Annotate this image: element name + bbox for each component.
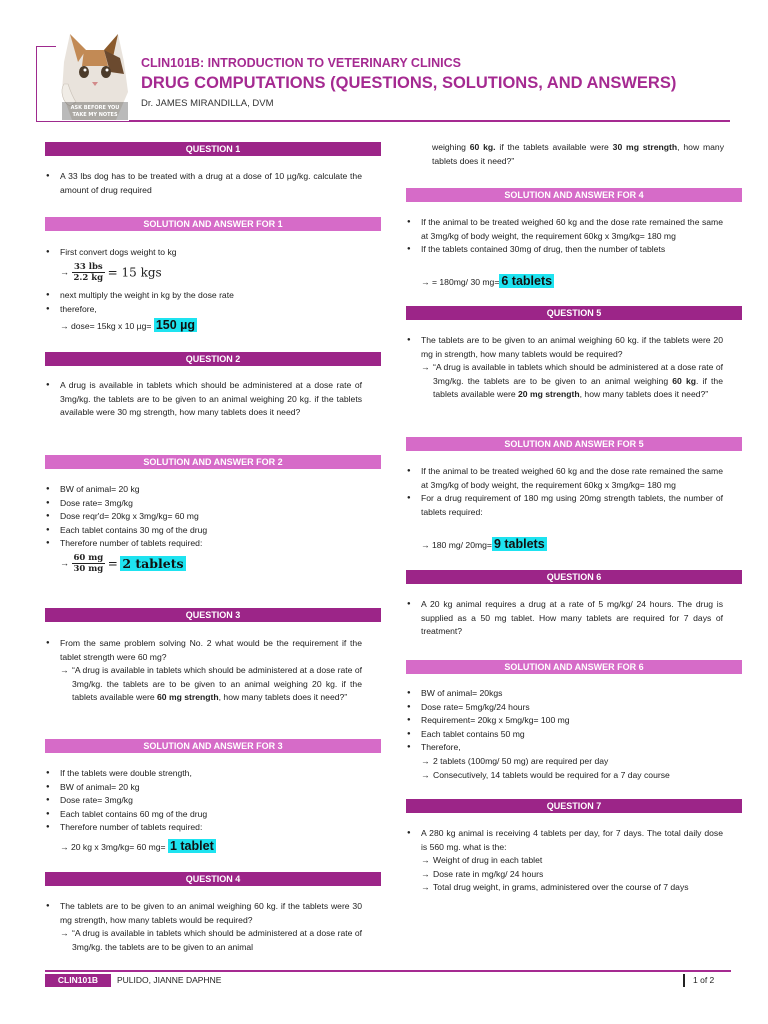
question-7-sub-3-text: Total drug weight, in grams, administered over the course of 7 days xyxy=(433,882,689,893)
solution-6-step-5 xyxy=(407,741,723,782)
cat-meme-image xyxy=(56,32,134,120)
solution-5-calc-text: 180 mg/ 20mg= xyxy=(431,540,492,550)
solution-1-fraction xyxy=(72,262,106,283)
solution-1-calc-text: dose= 15kg x 10 µg= xyxy=(70,321,152,331)
question-5-item xyxy=(407,334,723,402)
question-5-quote xyxy=(421,361,723,402)
solution-1-answer: 150 µg xyxy=(155,318,195,332)
question-1-text: ● A 33 lbs dog has to be treated with a drug at a dose of 10 µg/kg. calculate the amount of drug required xyxy=(46,170,362,197)
solution-6-sub-1 xyxy=(421,755,723,769)
question-4-quote-pre: “A drug is available in tablets which should be administered at a dose rate of 3mg/kg. the tablets are to be given to an animal xyxy=(72,928,362,952)
question-3-header: QUESTION 3 xyxy=(45,608,381,622)
question-7-body xyxy=(407,827,723,895)
question-4-header: QUESTION 4 xyxy=(45,872,381,886)
solution-2-fraction-row xyxy=(60,553,186,574)
conversion-result: = 15 kgs xyxy=(107,265,162,280)
header-divider xyxy=(130,120,730,122)
question-3-text: From the same problem solving No. 2 what would be the requirement if the tablet strength were 60 mg? xyxy=(60,638,362,662)
solution-6-header: SOLUTION AND ANSWER FOR 6 xyxy=(406,660,742,674)
solution-3-step-3: ● Dose rate= 3mg/kg xyxy=(46,794,362,808)
fraction-numerator: 33 lbs xyxy=(72,262,106,273)
solution-5-step-1: ● If the animal to be treated weighed 60 kg and the dose rate remained the same at 3mg/kg of body weight, the requirement 60kg x 3mg/kg= 180 mg xyxy=(407,465,723,492)
solution-6-step-5-text: Therefore, xyxy=(421,742,461,753)
arrow-icon: → xyxy=(60,842,71,852)
solution-2-answer: 2 tablets xyxy=(122,556,184,571)
solution-4-step-2: ● If the tablets contained 30mg of drug, then the number of tablets xyxy=(407,243,723,257)
question-7-item xyxy=(407,827,723,895)
question-3-quote-post: , how many tablets does it need?” xyxy=(218,692,348,703)
solution-3-step-5: ● Therefore number of tablets required: xyxy=(46,821,362,835)
arrow-icon: → xyxy=(60,557,69,568)
solution-6-body xyxy=(407,687,723,782)
fraction-numerator: 60 mg xyxy=(73,553,104,563)
question-3-item xyxy=(46,637,362,705)
question-3-quote-bold: 60 mg strength xyxy=(157,692,219,703)
question-3-quote-pre: “A drug is available in tablets which should be administered at a dose rate of 3mg/kg. the tablets are to be given to an animal weighing 20 kg. if the tablets available were xyxy=(72,665,362,703)
logo-caption-line1: ASK BEFORE YOU xyxy=(70,105,120,111)
question-4-body xyxy=(46,900,362,954)
solution-1-conversion xyxy=(60,262,162,283)
course-title: CLIN101B: INTRODUCTION TO VETERINARY CLINICS xyxy=(141,56,461,70)
solution-4-header: SOLUTION AND ANSWER FOR 4 xyxy=(406,188,742,202)
solution-3-calc-text: 20 kg x 3mg/kg= 60 mg= xyxy=(70,842,166,852)
solution-6-step-4: ● Each tablet contains 50 mg xyxy=(407,728,723,742)
question-5-quote-bold-1: 60 kg xyxy=(672,375,697,386)
question-7-sub-1-text: Weight of drug in each tablet xyxy=(433,855,543,866)
arrow-icon: → xyxy=(421,540,432,550)
arrow-icon: → xyxy=(421,277,432,287)
question-3-body xyxy=(46,637,362,705)
arrow-icon: → xyxy=(421,362,430,373)
question-5-text: The tablets are to be given to an animal weighing 60 kg. if the tablets were 20 mg in strength, how many tablets would be required? xyxy=(421,335,723,359)
author: Dr. JAMES MIRANDILLA, DVM xyxy=(141,98,274,109)
solution-3-body xyxy=(46,767,362,835)
logo-caption-line2: TAKE MY NOTES xyxy=(72,112,118,118)
solution-2-header: SOLUTION AND ANSWER FOR 2 xyxy=(45,455,381,469)
question-4-quote xyxy=(60,927,362,954)
solution-2-fraction xyxy=(72,553,106,574)
solution-4-calc-text: = 180mg/ 30 mg= xyxy=(431,277,500,287)
solution-6-sub-2 xyxy=(421,769,723,783)
solution-1-body-2 xyxy=(46,289,362,316)
solution-5-step-2: ● For a drug requirement of 180 mg using 20mg strength tablets, the number of tablets required: xyxy=(407,492,723,519)
question-7-sub-2-text: Dose rate in mg/kg/ 24 hours xyxy=(433,868,544,879)
solution-1-header: SOLUTION AND ANSWER FOR 1 xyxy=(45,217,381,231)
arrow-icon: → xyxy=(60,665,69,676)
fraction-denominator: 30 mg xyxy=(73,564,104,574)
solution-1-body xyxy=(46,246,362,260)
question-4-quote-post: , how many tablets does it need?” xyxy=(432,142,724,166)
solution-5-answer: 9 tablets xyxy=(493,537,545,551)
arrow-icon: → xyxy=(421,769,430,780)
solution-4-body xyxy=(407,216,723,257)
question-4-quote-cont-pre: weighing xyxy=(432,142,470,152)
question-2-body xyxy=(46,379,362,420)
solution-3-calc xyxy=(60,839,216,855)
solution-2-body xyxy=(46,483,362,551)
arrow-icon: → xyxy=(421,755,430,766)
question-2-text: ● A drug is available in tablets which should be administered at a dose rate of 3mg/kg. the tablets are to be given to an animal weighing 20 kg. if the tablets available were 30 mg strength, how many tablets does it need? xyxy=(46,379,362,420)
question-5-quote-post: , how many tablets does it need?” xyxy=(579,389,709,400)
arrow-icon: → xyxy=(421,882,430,893)
solution-1-step-1: ● First convert dogs weight to kg xyxy=(46,246,362,260)
question-4-quote-mid: if the tablets available were xyxy=(495,142,613,152)
arrow-icon: → xyxy=(421,855,430,866)
document-title: DRUG COMPUTATIONS (QUESTIONS, SOLUTIONS, AND ANSWERS) xyxy=(141,74,677,92)
solution-1-step-3: ● therefore, xyxy=(46,303,362,317)
question-4-text: The tablets are to be given to an animal weighing 60 kg. if the tablets were 30 mg strength, how many tablets would be required? xyxy=(60,901,362,925)
arrow-icon: → xyxy=(60,928,69,939)
footer-author-name: PULIDO, JIANNE DAPHNE xyxy=(117,975,222,985)
solution-2-step-1: ● BW of animal= 20 kg xyxy=(46,483,362,497)
question-7-sub-2 xyxy=(421,868,723,882)
solution-3-step-1: ● If the tablets were double strength, xyxy=(46,767,362,781)
question-7-header: QUESTION 7 xyxy=(406,799,742,813)
question-4-quote-continued xyxy=(432,141,724,168)
solution-5-body xyxy=(407,465,723,519)
question-5-body xyxy=(407,334,723,402)
solution-1-step-2: ● next multiply the weight in kg by the dose rate xyxy=(46,289,362,303)
question-7-text: A 280 kg animal is receiving 4 tablets per day, for 7 days. The total daily dose is 560 mg. what is the: xyxy=(421,828,723,852)
solution-2-step-2: ● Dose rate= 3mg/kg xyxy=(46,497,362,511)
question-5-quote-bold-2: 20 mg strength xyxy=(518,389,580,400)
question-6-text: ● A 20 kg animal requires a drug at a rate of 5 mg/kg/ 24 hours. The drug is supplied as a 50 mg tablet. How many tablets are required for 7 days of treatment? xyxy=(407,598,723,639)
solution-3-step-2: ● BW of animal= 20 kg xyxy=(46,781,362,795)
solution-3-answer: 1 tablet xyxy=(169,839,214,853)
solution-6-step-1: ● BW of animal= 20kgs xyxy=(407,687,723,701)
solution-4-calc xyxy=(421,274,554,290)
solution-4-step-1: ● If the animal to be treated weighed 60 kg and the dose rate remained the same at 3mg/kg of body weight, the requirement 60kg x 3mg/kg= 180 mg xyxy=(407,216,723,243)
fraction-denominator: 2.2 kg xyxy=(73,273,104,283)
solution-5-calc xyxy=(421,537,547,553)
footer-course-code: CLIN101B xyxy=(45,974,111,987)
solution-4-answer: 6 tablets xyxy=(501,274,553,288)
question-5-quote-pre: “A drug is available in tablets which should be administered at a dose rate of 3mg/kg. the tablets are to be given to an animal weighing xyxy=(433,362,723,386)
page-number: 1 of 2 xyxy=(683,974,714,987)
solution-2-step-4: ● Each tablet contains 30 mg of the drug xyxy=(46,524,362,538)
question-3-quote xyxy=(60,664,362,705)
solution-2-step-5: ● Therefore number of tablets required: xyxy=(46,537,362,551)
solution-3-header: SOLUTION AND ANSWER FOR 3 xyxy=(45,739,381,753)
solution-6-sub-2-text: Consecutively, 14 tablets would be required for a 7 day course xyxy=(433,769,670,780)
solution-6-sub-1-text: 2 tablets (100mg/ 50 mg) are required per day xyxy=(433,755,609,766)
arrow-icon: → xyxy=(60,321,71,331)
solution-6-step-2: ● Dose rate= 5mg/kg/24 hours xyxy=(407,701,723,715)
question-4-quote-bold-1: 60 kg. xyxy=(469,142,496,152)
solution-2-step-3: ● Dose reqr'd= 20kg x 3mg/kg= 60 mg xyxy=(46,510,362,524)
solution-6-step-3: ● Requirement= 20kg x 5mg/kg= 100 mg xyxy=(407,714,723,728)
question-5-header: QUESTION 5 xyxy=(406,306,742,320)
question-2-header: QUESTION 2 xyxy=(45,352,381,366)
question-1-body xyxy=(46,170,362,197)
solution-3-step-4: ● Each tablet contains 60 mg of the drug xyxy=(46,808,362,822)
arrow-icon: → xyxy=(60,266,69,277)
question-4-item xyxy=(46,900,362,954)
question-7-sub-3 xyxy=(421,881,723,895)
question-6-header: QUESTION 6 xyxy=(406,570,742,584)
arrow-icon: → xyxy=(421,868,430,879)
solution-5-header: SOLUTION AND ANSWER FOR 5 xyxy=(406,437,742,451)
question-6-body xyxy=(407,598,723,639)
question-1-header: QUESTION 1 xyxy=(45,142,381,156)
question-7-sub-1 xyxy=(421,854,723,868)
solution-1-calc xyxy=(60,318,197,334)
question-5-quote-mid: . if the tablets available were xyxy=(433,375,723,400)
question-4-quote-bold-2: 30 mg strength xyxy=(612,142,678,152)
equals-sign: = xyxy=(107,556,118,571)
footer-divider xyxy=(45,970,731,972)
